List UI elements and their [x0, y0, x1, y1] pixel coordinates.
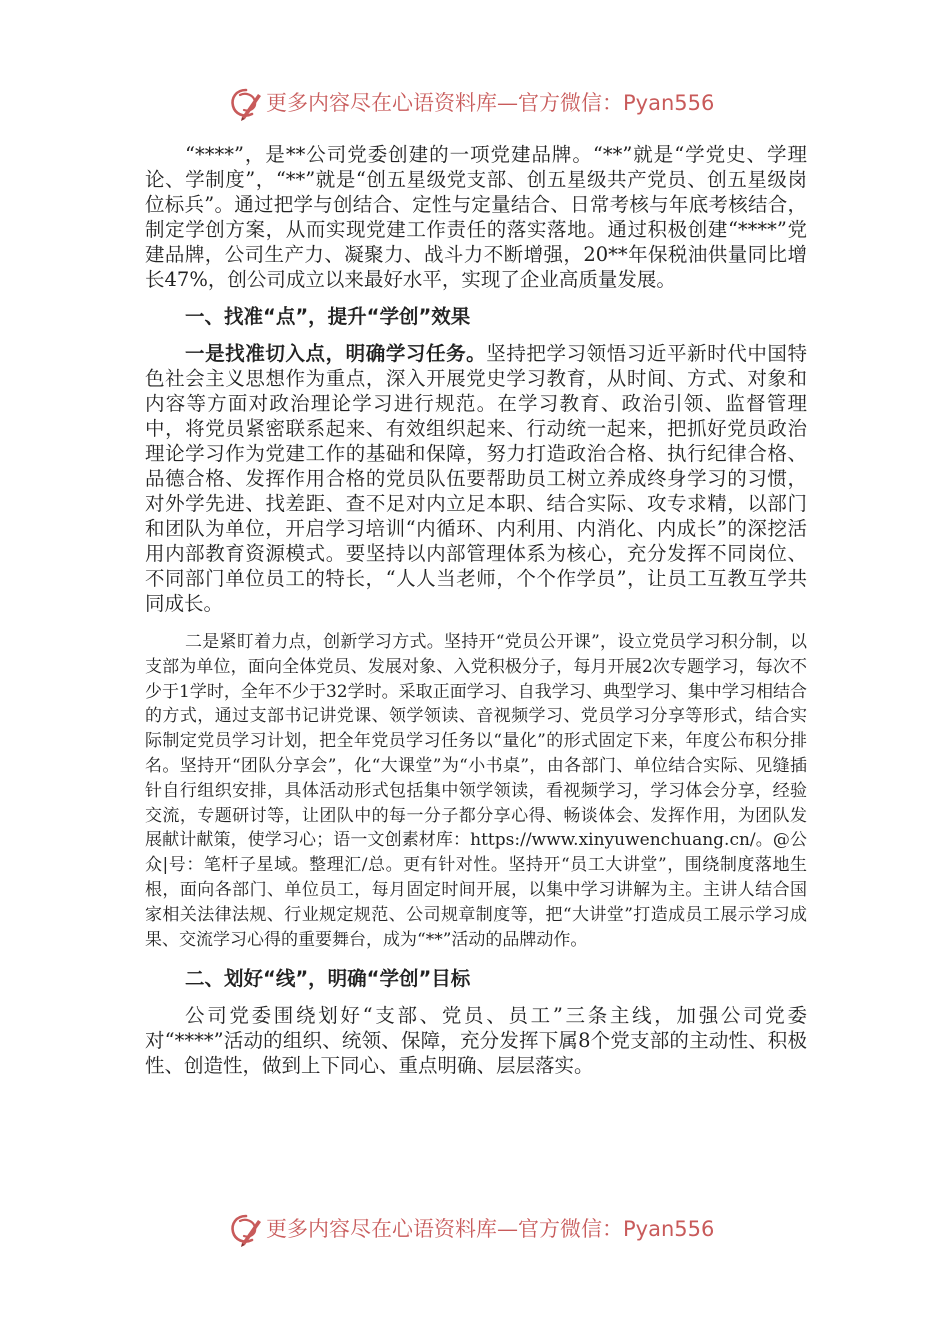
paragraph-1-body: 坚持把学习领悟习近平新时代中国特色社会主义思想作为重点，深入开展党史学习教育，从时间、方式、对象和内容等方面对政治理论学习进行规范。在学习教育、政治引领、监督管理中，将党员紧密联系起来、有效组织起来、行动统一起来，把抓好党员政治理论学习作为党建工作的基础和保障，努力打造政治合格、执行纪律合格、品德合格、发挥作用合格的党员队伍要帮助员工树立养成终身学习的习惯，对外学先进、找差距、查不足对内立足本职、结合实际、攻专求精，以部门和团队为单位，开启学习培训“内循环、内利用、内消化、内成长”的深挖活用内部教育资源模式。要坚持以内部管理体系为核心，充分发挥不同岗位、不同部门单位员工的特长，“人人当老师，个个作学员”，让员工互教互学共同成长。 — [145, 342, 807, 615]
section-heading-1: 一、找准“点”，提升“学创”效果 — [185, 305, 471, 328]
intro-paragraph: “****”，是**公司党委创建的一项党建品牌。“**”就是“学党史、学理论、学制度”，“**”就是“创五星级党支部、创五星级共产党员、创五星级岗位标兵”。通过把学与创结合、定性与定量结合、日常考核与年底考核结合，制定学创方案，从而实现党建工作责任的落实落地。通过积极创建“****”党建品牌，公司生产力、凝聚力、战斗力不断增强，20**年保税油供量同比增长47%，创公司成立以来最好水平，实现了企业高质量发展。 — [145, 143, 807, 291]
banner-contact: Pyan556 — [623, 91, 715, 115]
banner-text: 更多内容尽在心语资料库—官方微信：Pyan556 — [266, 91, 715, 115]
banner-text: 更多内容尽在心语资料库—官方微信：Pyan556 — [266, 1217, 715, 1241]
footer-banner — [0, 1208, 950, 1252]
paragraph-2: 二是紧盯着力点，创新学习方式。坚持开“党员公开课”，设立党员学习积分制，以支部为单位，面向全体党员、发展对象、入党积极分子，每月开展2次专题学习，每次不少于1学时，全年不少于32学时。采取正面学习、自我学习、典型学习、集中学习相结合的方式，通过支部书记讲党课、领学领读、音视频学习、党员学习分享等形式，结合实际制定党员学习计划，把全年党员学习任务以“量化”的形式固定下来，年度公布积分排名。坚持开“团队分享会”，化“大课堂”为“小书桌”，由各部门、单位结合实际、见缝插针自行组织安排，具体活动形式包括集中领学领读，看视频学习，学习体会分享，经验交流，专题研讨等，让团队中的每一分子都分享心得、畅谈体会、发挥作用，为团队发展献计献策，使学习心；语一文创素材库：https://www.xinyuwenchuang.cn/。@公众|号：笔杆子星域。整理汇/总。更有针对性。坚持开“员工大讲堂”，围绕制度落地生根，面向各部门、单位员工，每月固定时间开展，以集中学习讲解为主。主讲人结合国家相关法律法规、行业规定规范、公司规章制度等，把“大讲堂”打造成员工展示学习成果、交流学习心得的重要舞台，成为“**”活动的品牌动作。 — [145, 632, 807, 950]
section-heading-2: 二、划好“线”，明确“学创”目标 — [185, 967, 471, 991]
pen-swirl-logo-icon — [228, 1212, 264, 1248]
header-banner — [0, 82, 950, 126]
paragraph-1 — [145, 341, 807, 616]
banner-contact: Pyan556 — [623, 1217, 715, 1241]
paragraph-1-lead: 一是找准切入点，明确学习任务。 — [185, 342, 487, 365]
document-body — [145, 142, 807, 1078]
paragraph-3: 公司党委围绕划好“支部、党员、员工”三条主线，加强公司党委对“****”活动的组织、统领、保障，充分发挥下属8个党支部的主动性、积极性、创造性，做到上下同心、重点明确、层层落实。 — [145, 1004, 807, 1078]
pen-swirl-logo-icon — [228, 86, 264, 122]
